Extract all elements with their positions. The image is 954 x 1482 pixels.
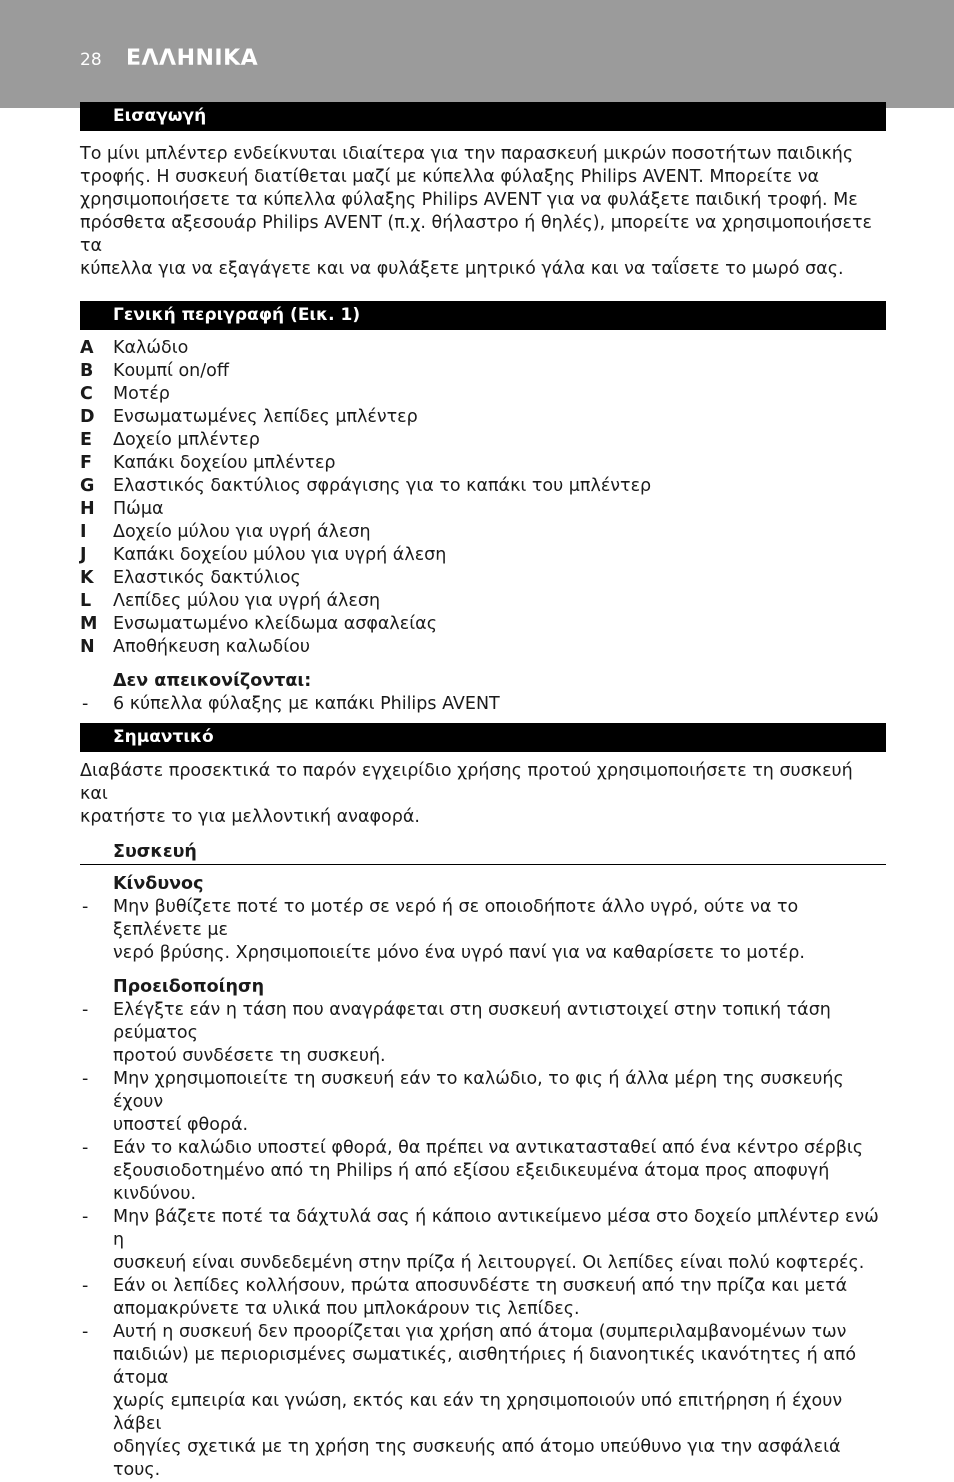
list-item (80, 337, 886, 360)
text-line: χρησιμοποιήσετε τα κύπελλα φύλαξης Philips AVENT για να φυλάξετε παιδική τροφή. Με (80, 190, 858, 210)
part-label: Καλώδιο (113, 338, 189, 358)
list-item (80, 475, 886, 498)
list-item (80, 406, 886, 429)
list-item (80, 544, 886, 567)
dash-bullet: - (82, 694, 89, 714)
part-letter: I (80, 522, 87, 542)
part-label: Ελαστικός δακτύλιος (113, 568, 301, 588)
text-line: Το μίνι μπλέντερ ενδείκνυται ιδιαίτερα για την παρασκευή μικρών ποσοτήτων παιδικής (80, 144, 854, 164)
warning-heading: Προειδοποίηση (113, 977, 265, 997)
text-line: πρόσθετα αξεσουάρ Philips AVENT (π.χ. θήλαστρο ή θηλές), μπορείτε να χρησιμοποιήσετε τα (80, 213, 872, 256)
warning-list (80, 999, 886, 1482)
part-label: Καπάκι δοχείου μύλου για υγρή άλεση (113, 545, 447, 565)
intro-paragraph (80, 143, 886, 281)
part-label: Αποθήκευση καλωδίου (113, 637, 310, 657)
text-line: Αυτή η συσκευή δεν προορίζεται για χρήση από άτομα (συμπεριλαμβανομένων των (113, 1322, 847, 1342)
list-item (80, 896, 886, 965)
list-item (80, 613, 886, 636)
part-label: Πώμα (113, 499, 164, 519)
part-label: Κουμπί on/off (113, 361, 229, 381)
text-line: οδηγίες σχετικά με τη χρήση της συσκευής από άτομο υπεύθυνο για την ασφάλειά τους. (113, 1437, 841, 1480)
list-item-text (113, 896, 886, 965)
list-item-text (113, 1137, 886, 1206)
section-heading-general: Γενική περιγραφή (Εικ. 1) (80, 301, 886, 330)
text-line: Εάν οι λεπίδες κολλήσουν, πρώτα αποσυνδέστε τη συσκευή από την πρίζα και μετά (113, 1276, 848, 1296)
list-item (80, 498, 886, 521)
dash-bullet: - (82, 1207, 89, 1227)
text-line: Εάν το καλώδιο υποστεί φθορά, θα πρέπει να αντικατασταθεί από ένα κέντρο σέρβις (113, 1138, 864, 1158)
danger-list (80, 896, 886, 965)
text-line: Μην χρησιμοποιείτε τη συσκευή εάν το καλώδιο, το φις ή άλλα μέρη της συσκευής έχουν (113, 1069, 844, 1112)
part-letter: M (80, 614, 98, 634)
part-label: Ενσωματωμένες λεπίδες μπλέντερ (113, 407, 418, 427)
page-number: 28 (80, 50, 102, 70)
dash-bullet: - (82, 897, 89, 917)
text-line: εξουσιοδοτημένο από τη Philips ή από εξίσου εξειδικευμένα άτομα προς αποφυγή (113, 1161, 830, 1181)
part-label: Δοχείο μπλέντερ (113, 430, 260, 450)
dash-bullet: - (82, 1138, 89, 1158)
page-content (80, 102, 886, 1482)
part-label: Λεπίδες μύλου για υγρή άλεση (113, 591, 381, 611)
text-line: Μην βυθίζετε ποτέ το μοτέρ σε νερό ή σε οποιοδήποτε άλλο υγρό, ούτε να το ξεπλένετε με (113, 897, 799, 940)
part-letter: A (80, 338, 94, 358)
part-letter: K (80, 568, 94, 588)
part-label: Ελαστικός δακτύλιος σφράγισης για το καπάκι του μπλέντερ (113, 476, 652, 496)
text-line: Διαβάστε προσεκτικά το παρόν εγχειρίδιο χρήσης προτού χρησιμοποιήσετε τη συσκευή και (80, 761, 853, 804)
list-item (80, 693, 886, 716)
text-line: κρατήστε το για μελλοντική αναφορά. (80, 807, 420, 827)
list-item (80, 383, 886, 406)
list-item (80, 1321, 886, 1482)
list-item (80, 1068, 886, 1137)
list-item (80, 590, 886, 613)
part-letter: L (80, 591, 92, 611)
part-label: Καπάκι δοχείου μπλέντερ (113, 453, 336, 473)
section-heading-important: Σημαντικό (80, 723, 886, 752)
text-line: χωρίς εμπειρία και γνώση, εκτός και εάν τη χρησιμοποιούν υπό επιτήρηση ή έχουν λάβει (113, 1391, 843, 1434)
part-label: Ενσωματωμένο κλείδωμα ασφαλείας (113, 614, 437, 634)
list-item (80, 1206, 886, 1275)
text-line: προτού συνδέσετε τη συσκευή. (113, 1046, 386, 1066)
part-letter: G (80, 476, 95, 496)
text-line: υποστεί φθορά. (113, 1115, 249, 1135)
list-item (80, 452, 886, 475)
dash-bullet: - (82, 1322, 89, 1342)
text-line: συσκευή είναι συνδεδεμένη στην πρίζα ή λειτουργεί. Οι λεπίδες είναι πολύ κοφτερές. (113, 1253, 865, 1273)
part-label: Δοχείο μύλου για υγρή άλεση (113, 522, 371, 542)
part-letter: D (80, 407, 95, 427)
part-letter: B (80, 361, 94, 381)
part-letter: N (80, 637, 95, 657)
parts-list (80, 337, 886, 659)
header-band (0, 0, 954, 108)
part-letter: H (80, 499, 95, 519)
part-letter: J (80, 545, 87, 565)
not-shown-list (80, 693, 886, 716)
list-item (80, 567, 886, 590)
list-item (80, 521, 886, 544)
list-item-text (113, 1275, 886, 1321)
language-title: ΕΛΛΗΝΙΚΑ (126, 46, 259, 71)
not-shown-item: 6 κύπελλα φύλαξης με καπάκι Philips AVENT (113, 694, 500, 714)
part-letter: C (80, 384, 93, 404)
text-line: παιδιών) με περιορισμένες σωματικές, αισθητήριες ή διανοητικές ικανότητες ή από άτομα (113, 1345, 857, 1388)
section-heading-intro: Εισαγωγή (80, 102, 886, 131)
dash-bullet: - (82, 1276, 89, 1296)
device-heading: Συσκευή (80, 840, 886, 865)
dash-bullet: - (82, 1000, 89, 1020)
list-item (80, 1275, 886, 1321)
part-letter: E (80, 430, 92, 450)
part-label: Μοτέρ (113, 384, 170, 404)
not-shown-heading: Δεν απεικονίζονται: (113, 671, 312, 691)
part-letter: F (80, 453, 92, 473)
text-line: Ελέγξτε εάν η τάση που αναγράφεται στη συσκευή αντιστοιχεί στην τοπική τάση ρεύματος (113, 1000, 831, 1043)
list-item (80, 360, 886, 383)
text-line: Μην βάζετε ποτέ τα δάχτυλά σας ή κάποιο αντικείμενο μέσα στο δοχείο μπλέντερ ενώ η (113, 1207, 879, 1250)
list-item (80, 999, 886, 1068)
text-line: νερό βρύσης. Χρησιμοποιείτε μόνο ένα υγρό πανί για να καθαρίσετε το μοτέρ. (113, 943, 805, 963)
list-item-text (113, 1321, 886, 1482)
list-item-text (113, 999, 886, 1068)
important-paragraph (80, 760, 886, 829)
dash-bullet: - (82, 1069, 89, 1089)
text-line: κινδύνου. (113, 1184, 197, 1204)
text-line: απομακρύνετε τα υλικά που μπλοκάρουν τις λεπίδες. (113, 1299, 580, 1319)
list-item (80, 429, 886, 452)
text-line: κύπελλα για να εξαγάγετε και να φυλάξετε μητρικό γάλα και να ταΐσετε το μωρό σας. (80, 259, 844, 279)
list-item (80, 636, 886, 659)
list-item-text (113, 1068, 886, 1137)
list-item-text (113, 1206, 886, 1275)
list-item (80, 1137, 886, 1206)
text-line: τροφής. Η συσκευή διατίθεται μαζί με κύπελλα φύλαξης Philips AVENT. Μπορείτε να (80, 167, 820, 187)
danger-heading: Κίνδυνος (113, 874, 204, 894)
